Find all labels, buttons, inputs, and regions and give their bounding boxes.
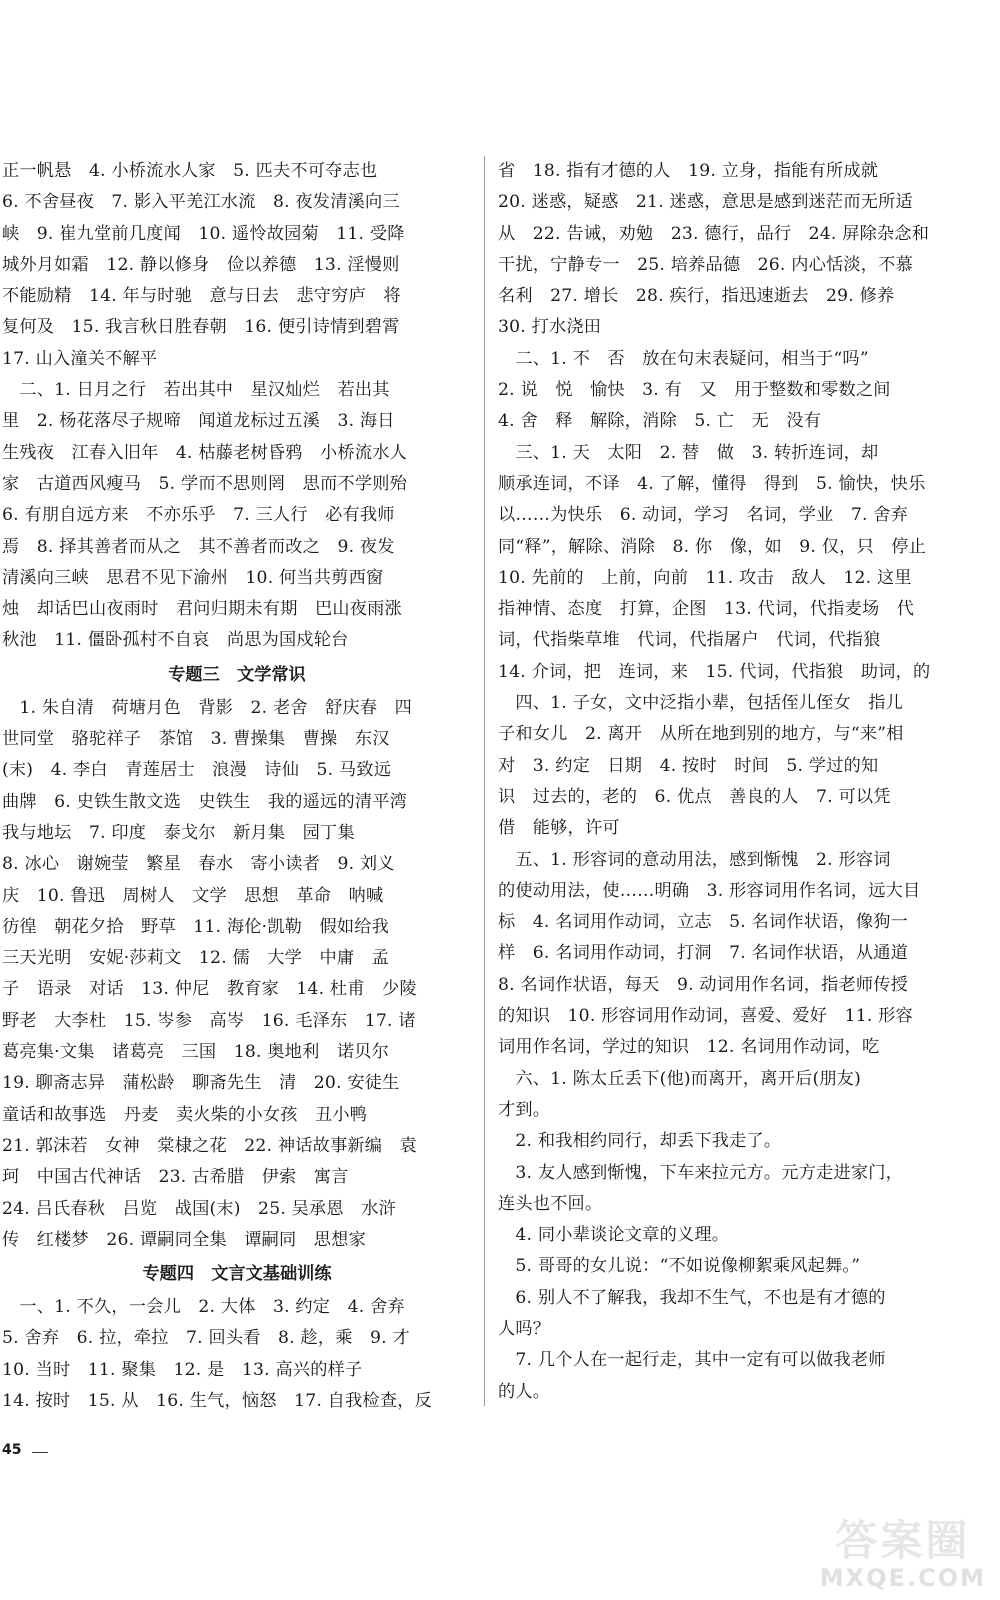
text-line: 正一帆悬 4. 小桥流水人家 5. 匹夫不可夺志也	[2, 161, 378, 181]
text-line: 家 古道西风瘦马 5. 学而不思则罔 思而不学则殆	[2, 473, 407, 494]
text-line: 借 能够，许可	[498, 818, 620, 839]
text-line: 4. 舍 释 解除，消除 5. 亡 无 没有	[498, 411, 822, 432]
text-line: 童话和故事选 丹麦 卖火柴的小女孩 丑小鸭	[2, 1104, 368, 1125]
text-line: 峡 9. 崔九堂前几度闻 10. 遥怜故园菊 11. 受降	[2, 223, 405, 244]
text-line: 子和女儿 2. 离开 从所在地到别的地方，与“来”相	[498, 724, 904, 745]
text-line: 的人。	[498, 1381, 551, 1402]
text-line: 从 22. 告诫，劝勉 23. 德行，品行 24. 屏除杂念和	[498, 223, 930, 244]
text-line: 8. 冰心 谢婉莹 繁星 春水 寄小读者 9. 刘义	[2, 854, 395, 875]
text-line: 8. 名词作状语，每天 9. 动词用作名词，指老师传授	[498, 974, 909, 995]
text-line: 野老 大李杜 15. 岑参 高岑 16. 毛泽东 17. 诸	[2, 1010, 416, 1031]
text-line: 珂 中国古代神话 23. 古希腊 伊索 寓言	[2, 1167, 349, 1188]
text-line: 3. 友人感到惭愧，下车来拉元方。元方走进家门，	[498, 1162, 903, 1183]
text-line: 词，代指柴草堆 代词，代指屠户 代词，代指狼	[498, 630, 881, 651]
text-line: 葛亮集·文集 诸葛亮 三国 18. 奥地利 诺贝尔	[2, 1042, 390, 1063]
watermark	[820, 1518, 986, 1592]
section-heading: 专题四 文言文基础训练	[142, 1264, 332, 1285]
text-line: 庆 10. 鲁迅 周树人 文学 思想 革命 呐喊	[2, 885, 384, 906]
right-column	[498, 156, 962, 1408]
text-line: 连头也不回。	[498, 1193, 603, 1214]
text-line: 6. 有朋自远方来 不亦乐乎 7. 三人行 必有我师	[2, 505, 395, 526]
text-line: 2. 和我相约同行，却丢下我走了。	[498, 1131, 782, 1152]
text-line: 5. 舍弃 6. 拉，牵拉 7. 回头看 8. 趁，乘 9. 才	[2, 1328, 410, 1349]
text-line: 14. 介词，把 连词，来 15. 代词，代指狼 助词，的	[498, 661, 931, 682]
watermark-domain: MXQE.COM	[819, 1564, 986, 1592]
text-line: 彷徨 朝花夕拾 野草 11. 海伦·凯勒 假如给我	[2, 916, 390, 937]
text-line: 名利 27. 增长 28. 疾行，指迅速逝去 29. 修养	[498, 286, 895, 307]
text-line: 才到。	[498, 1099, 551, 1120]
page-number-dash	[32, 1452, 48, 1453]
page-number: 45	[2, 1442, 22, 1458]
watermark-logo: 答案圈	[835, 1516, 971, 1565]
text-line: 子 语录 对话 13. 仲尼 教育家 14. 杜甫 少陵	[2, 979, 417, 1000]
text-line: 城外月如霜 12. 静以修身 俭以养德 13. 淫慢则	[2, 254, 400, 275]
text-line: 6. 不舍昼夜 7. 影入平羌江水流 8. 夜发清溪向三	[2, 192, 400, 213]
text-line: 里 2. 杨花落尽子规啼 闻道龙标过五溪 3. 海日	[2, 411, 395, 432]
text-line: 四、1. 子女，文中泛指小辈，包括侄儿侄女 指儿	[498, 693, 903, 714]
text-line: 曲牌 6. 史铁生散文选 史铁生 我的遥远的清平湾	[2, 791, 407, 812]
text-line: 二、1. 日月之行 若出其中 星汉灿烂 若出其	[2, 380, 390, 401]
text-line: 1. 朱自清 荷塘月色 背影 2. 老舍 舒庆春 四	[2, 697, 413, 718]
text-line: 传 红楼梦 26. 谭嗣同全集 谭嗣同 思想家	[2, 1229, 366, 1250]
text-line: 7. 几个人在一起行走，其中一定有可以做我老师	[498, 1350, 886, 1371]
left-column	[2, 156, 472, 1417]
text-line: 指神情、态度 打算，企图 13. 代词，代指麦场 代	[498, 599, 915, 620]
text-line: 24. 吕氏春秋 吕览 战国(末) 25. 吴承恩 水浒	[2, 1198, 396, 1219]
text-line: 人吗？	[498, 1318, 551, 1339]
text-line: 的使动用法，使……明确 3. 形容词用作名词，远大目	[498, 880, 921, 901]
text-line: 五、1. 形容词的意动用法，感到惭愧 2. 形容词	[498, 849, 891, 870]
text-line: 三天光明 安妮·莎莉文 12. 儒 大学 中庸 孟	[2, 948, 390, 969]
text-line: 6. 别人不了解我，我却不生气，不也是有才德的	[498, 1287, 886, 1308]
text-line: 10. 先前的 上前，向前 11. 攻击 敌人 12. 这里	[498, 567, 912, 588]
text-line: 20. 迷惑，疑惑 21. 迷惑，意思是感到迷茫而无所适	[498, 192, 913, 213]
text-line: 21. 郭沫若 女神 棠棣之花 22. 神话故事新编 袁	[2, 1135, 417, 1156]
text-line: 词用作名词，学过的知识 12. 名词用作动词，吃	[498, 1037, 880, 1058]
text-line: 生残夜 江春入旧年 4. 枯藤老树昏鸦 小桥流水人	[2, 442, 407, 463]
text-line: 复何及 15. 我言秋日胜春朝 16. 便引诗情到碧霄	[2, 317, 400, 338]
text-line: 顺承连词，不译 4. 了解，懂得 得到 5. 愉快，快乐	[498, 473, 926, 494]
text-line: 14. 按时 15. 从 16. 生气，恼怒 17. 自我检查，反	[2, 1390, 432, 1411]
text-line: 5. 哥哥的女儿说：“不如说像柳絮乘风起舞。”	[498, 1256, 861, 1277]
column-divider	[484, 156, 485, 1406]
text-line: 30. 打水浇田	[498, 317, 602, 338]
text-line: 样 6. 名词用作动词，打洞 7. 名词作状语，从通道	[498, 943, 909, 964]
section-heading: 专题三 文学常识	[168, 664, 306, 685]
text-line: 世同堂 骆驼祥子 茶馆 3. 曹操集 曹操 东汉	[2, 729, 390, 750]
text-line: 干扰，宁静专一 25. 培养品德 26. 内心恬淡，不慕	[498, 254, 913, 275]
text-line: 不能励精 14. 年与时驰 意与日去 悲守穷庐 将	[2, 286, 401, 307]
text-line: 六、1. 陈太丘丢下(他)而离开，离开后(朋友)	[498, 1068, 862, 1089]
text-line: 2. 说 悦 愉快 3. 有 又 用于整数和零数之间	[498, 380, 891, 401]
text-line: 10. 当时 11. 聚集 12. 是 13. 高兴的样子	[2, 1359, 363, 1380]
text-line: 标 4. 名词用作动词，立志 5. 名词作状语，像狗一	[498, 912, 909, 933]
text-line: 识 过去的，老的 6. 优点 善良的人 7. 可以凭	[498, 786, 891, 807]
text-line: 一、1. 不久，一会儿 2. 大体 3. 约定 4. 舍弃	[2, 1297, 405, 1318]
text-line: 二、1. 不 否 放在句末表疑问，相当于“吗”	[498, 348, 869, 369]
text-line: 以……为快乐 6. 动词，学习 名词，学业 7. 舍弃	[498, 505, 909, 526]
text-line: 对 3. 约定 日期 4. 按时 时间 5. 学过的知	[498, 755, 879, 776]
text-line: 秋池 11. 僵卧孤村不自哀 尚思为国戍轮台	[2, 630, 349, 651]
text-line: 19. 聊斋志异 蒲松龄 聊斋先生 清 20. 安徒生	[2, 1073, 400, 1094]
text-line: 焉 8. 择其善者而从之 其不善者而改之 9. 夜发	[2, 536, 395, 557]
text-line: 我与地坛 7. 印度 泰戈尔 新月集 园丁集	[2, 822, 355, 843]
text-line: 的知识 10. 形容词用作动词，喜爱、爱好 11. 形容	[498, 1006, 913, 1027]
text-line: 同“释”，解除、消除 8. 你 像，如 9. 仅，只 停止	[498, 536, 927, 557]
text-line: 三、1. 天 太阳 2. 替 做 3. 转折连词，却	[498, 442, 879, 463]
text-line: 烛 却话巴山夜雨时 君问归期未有期 巴山夜雨涨	[2, 599, 402, 620]
text-line: 省 18. 指有才德的人 19. 立身，指能有所成就	[498, 161, 879, 181]
text-line: (末) 4. 李白 青莲居士 浪漫 诗仙 5. 马致远	[2, 760, 392, 781]
text-line: 17. 山入潼关不解平	[2, 348, 158, 369]
text-line: 4. 同小辈谈论文章的义理。	[498, 1225, 730, 1246]
text-line: 清溪向三峡 思君不见下渝州 10. 何当共剪西窗	[2, 567, 384, 588]
